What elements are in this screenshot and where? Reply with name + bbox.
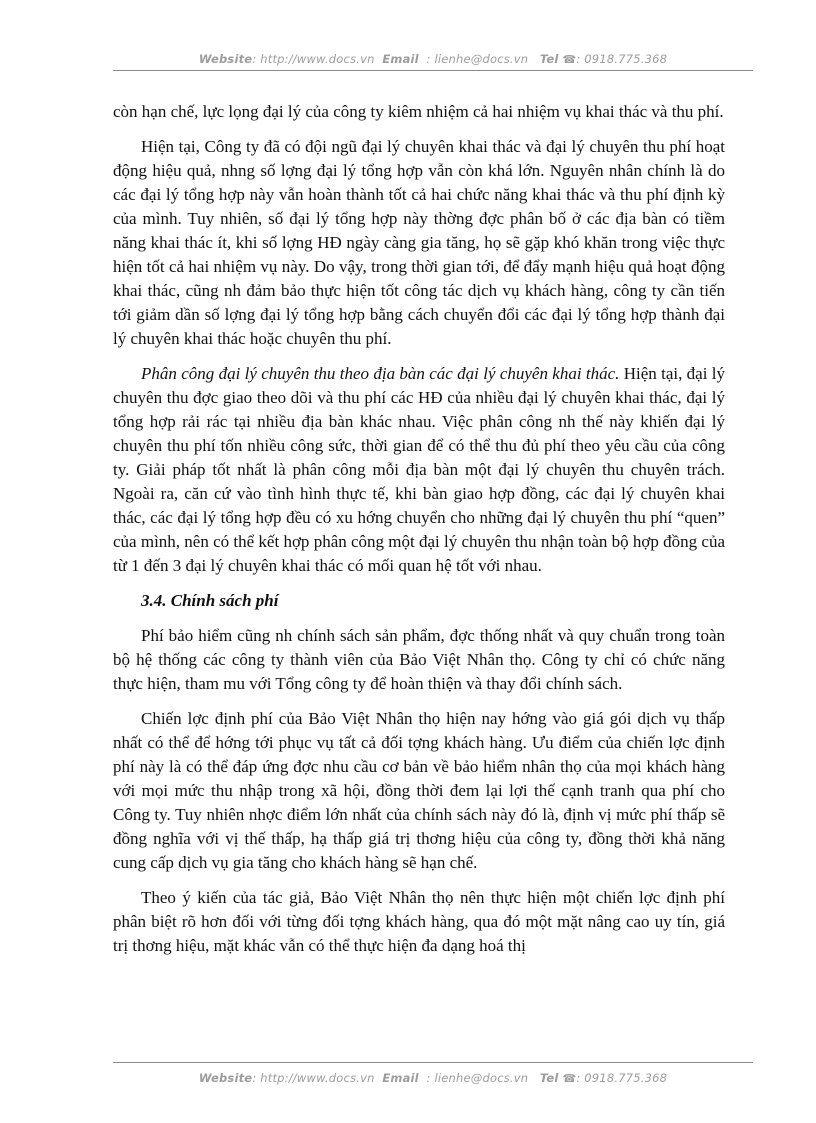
footer-email-label: Email — [382, 1071, 419, 1085]
footer-website-value: : http://www.docs.vn — [252, 1071, 375, 1085]
paragraph-3-italic-lead: Phân công đại lý chuyên thu theo địa bàn các đại lý chuyên khai thác. — [141, 364, 620, 383]
footer-website-label: Website — [198, 1071, 253, 1085]
footer-divider — [113, 1062, 753, 1063]
phone-icon: ☎ — [562, 1072, 577, 1085]
paragraph-5: Chiến lợc định phí của Bảo Việt Nhân thọ hiện nay hớng vào giá gói dịch vụ thấp nhất có thể để hớng tới phục vụ tất cả đối tợng khách hàng. Ưu điểm của chiến lợc định phí này là có thể đáp ứng đợc nhu cầu cơ bản về bảo hiểm nhân thọ của mọi khách hàng với mọi mức thu nhập trong xã hội, đồng thời đem lại lợi thế cạnh tranh qua phí cho Công ty. Tuy nhiên nhợc điểm lớn nhất của chính sách này đó là, định vị mức phí thấp sẽ đồng nghĩa với vị thế thấp, hạ thấp giá trị thơng hiệu của công ty, đồng thời khả năng cung cấp dịch vụ gia tăng cho khách hàng sẽ hạn chế. — [113, 709, 725, 872]
paragraph-4: Phí bảo hiểm cũng nh chính sách sản phẩm, đợc thống nhất và quy chuẩn trong toàn bộ hệ thống các công ty thành viên của Bảo Việt Nhân thọ. Công ty chỉ có chức năng thực hiện, tham mu với Tổng công ty để hoàn thiện và thay đổi chính sách. — [113, 626, 725, 693]
paragraph-3-text: Hiện tại, đại lý chuyên thu đợc giao theo dõi và thu phí các HĐ của nhiều đại lý chuyên khai thác, đại lý tổng hợp rải rác tại nhiều địa bàn khác nhau. Việc phân công nh thế này khiến đại lý chuyên thu phí tốn nhiều công sức, thời gian để có thể thu đủ phí theo yêu cầu của công ty. Giải pháp tốt nhất là phân công mỗi địa bàn một đại lý chuyên thu chuyên trách. Ngoài ra, căn cứ vào tình hình thực tế, khi bàn giao hợp đồng, các đại lý chuyên khai thác, các đại lý tổng hợp đều có xu hớng chuyển cho những đại lý chuyên thu phí “quen” của mình, nên có thể kết hợp phân công một đại lý chuyên thu nhận toàn bộ hợp đồng của từ 1 đến 3 đại lý chuyên khai thác có mối quan hệ tốt với nhau. — [113, 364, 726, 575]
header-tel-label: Tel — [539, 52, 559, 66]
header-divider — [113, 70, 753, 71]
header-email-label: Email — [382, 52, 419, 66]
paragraph-2: Hiện tại, Công ty đã có đội ngũ đại lý chuyên khai thác và đại lý chuyên thu phí hoạt động hiệu quả, nhng số lợng đại lý tổng hợp vẫn còn khá lớn. Nguyên nhân chính là do các đại lý tổng hợp này vẫn hoàn thành tốt cả hai chức năng khai thác và thu phí định kỳ của mình. Tuy nhiên, số đại lý tổng hợp này thờng đợc phân bố ở các địa bàn có tiềm năng khai thác ít, khi số lợng HĐ ngày càng gia tăng, họ sẽ gặp khó khăn trong việc thực hiện tốt cả hai nhiệm vụ này. Do vậy, trong thời gian tới, để đẩy mạnh hiệu quả hoạt động khai thác, cũng nh đảm bảo thực hiện tốt công tác dịch vụ khách hàng, công ty cần tiến tới giảm dần số lợng đại lý tổng hợp bằng cách chuyển đổi các đại lý tổng hợp thành đại lý chuyên khai thác hoặc chuyên thu phí. — [113, 137, 725, 348]
header-tel-value: : 0918.775.368 — [576, 52, 668, 66]
paragraph-6: Theo ý kiến của tác giả, Bảo Việt Nhân thọ nên thực hiện một chiến lợc định phí phân biệt rõ hơn đối với từng đối tợng khách hàng, qua đó một mặt nâng cao uy tín, giá trị thơng hiệu, mặt khác vẫn có thể thực hiện đa dạng hoá thị — [113, 888, 725, 955]
paragraph-1: còn hạn chế, lực lọng đại lý của công ty kiêm nhiệm cả hai nhiệm vụ khai thác và thu phí. — [113, 102, 724, 121]
phone-icon: ☎ — [562, 53, 577, 66]
document-body — [113, 100, 725, 958]
header-email-value: : lienhe@docs.vn — [426, 52, 529, 66]
page-header — [113, 52, 753, 66]
footer-tel-label: Tel — [539, 1071, 559, 1085]
header-website-value: : http://www.docs.vn — [252, 52, 375, 66]
paragraph-3 — [113, 362, 725, 578]
section-heading: 3.4. Chính sách phí — [141, 591, 279, 610]
footer-email-value: : lienhe@docs.vn — [426, 1071, 529, 1085]
header-website-label: Website — [198, 52, 253, 66]
page-footer — [113, 1071, 753, 1085]
footer-tel-value: : 0918.775.368 — [576, 1071, 668, 1085]
